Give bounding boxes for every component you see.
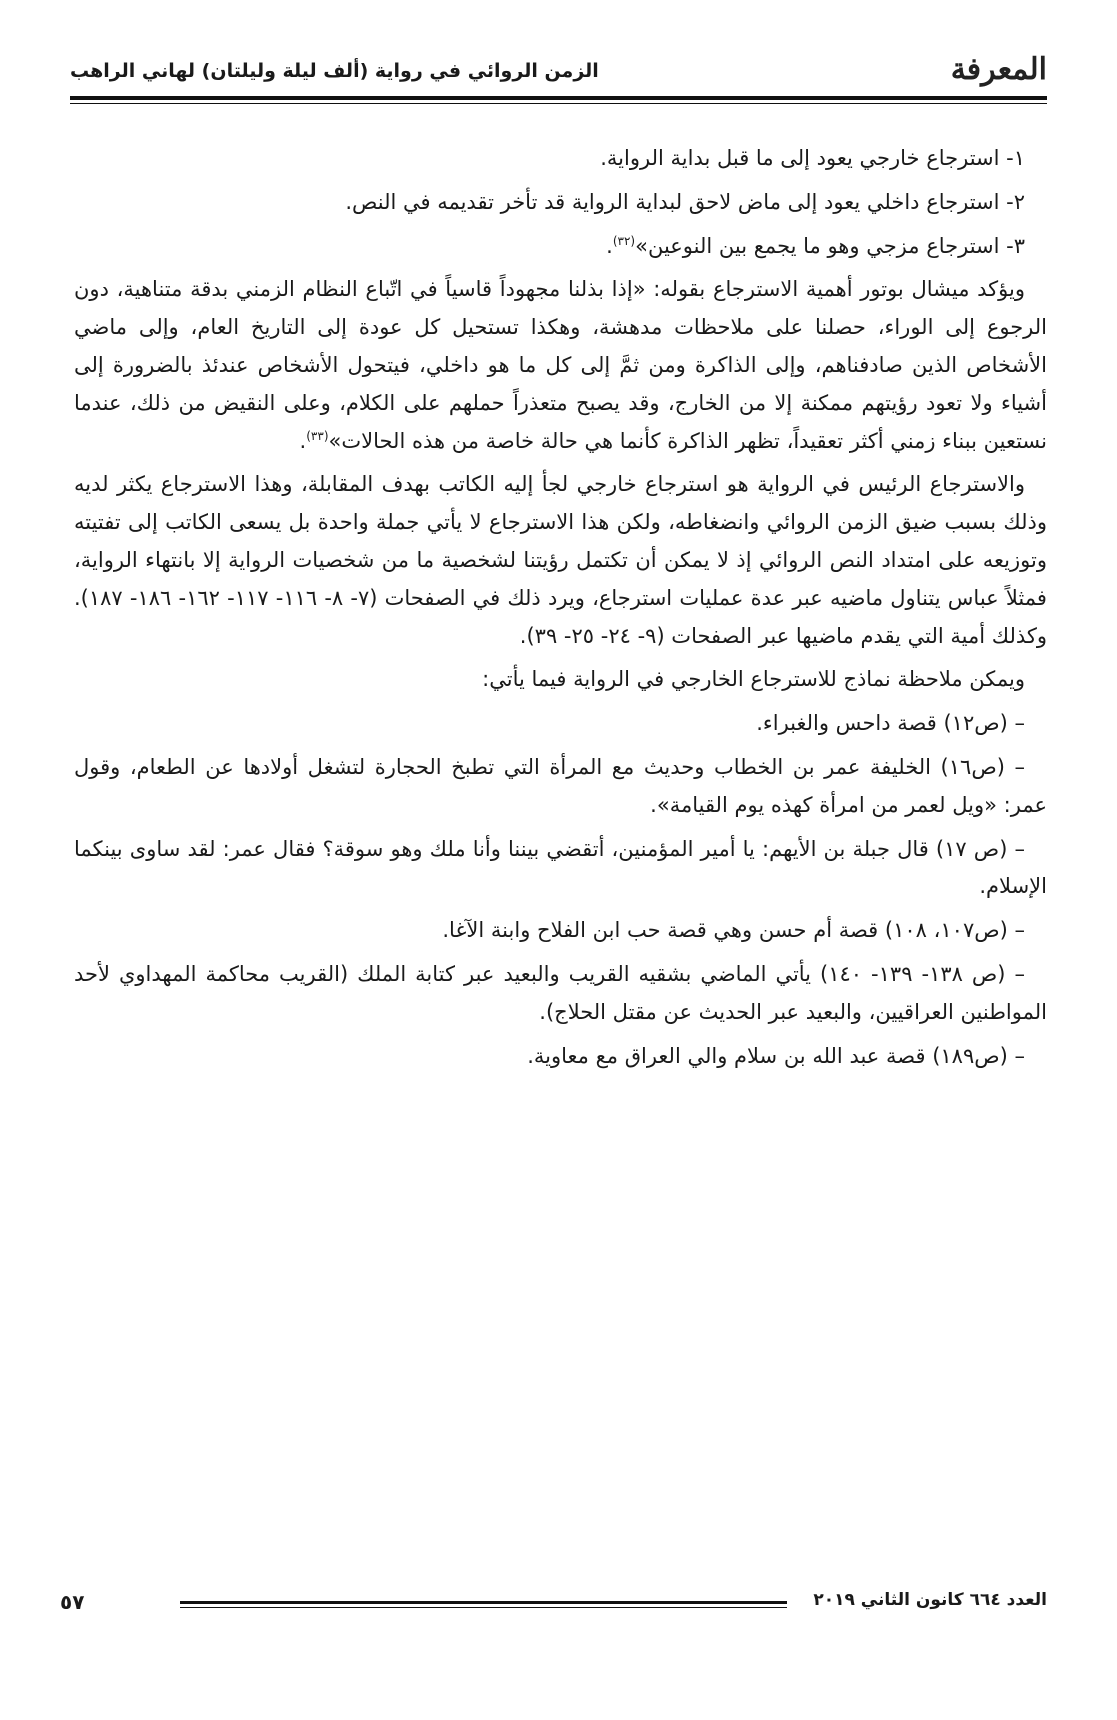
- footnote-ref-32: (٣٢): [612, 233, 636, 248]
- list-item-1: ١- استرجاع خارجي يعود إلى ما قبل بداية الرواية.: [600, 146, 1025, 170]
- header-rule: [70, 96, 1047, 100]
- magazine-logo: المعرفة: [950, 52, 1047, 87]
- example-item: – (ص١٢) قصة داحس والغبراء.: [756, 711, 1025, 736]
- example-item: – (ص ١٧) قال جبلة بن الأيهم: يا أمير المؤمنين، أتقضي بيننا وأنا ملك وهو سوقة؟ فقال عمر: لقد ساوى بينكما الإسلام.: [74, 836, 1047, 899]
- paragraph-main-retrospection: والاسترجاع الرئيس في الرواية هو استرجاع خارجي لجأ إليه الكاتب بهدف المقابلة، وهذا الاسترجاع يكثر لديه وذلك بسبب ضيق الزمن الروائي وانضغاطه، ولكن هذا الاسترجاع لا يأتي جملة واحدة بل يسعى الكاتب إلى تفتيته وتوزيعه على امتداد النص الروائي إذ لا يمكن أن تكتمل رؤيتنا لشخصية ما من شخصيات الرواية إلا بانتهاء الرواية، فمثلاً عباس يتناول ماضيه عبر عدة عمليات استرجاع، ويرد ذلك في الصفحات (٧- ٨- ١١٦- ١١٧- ١٦٢- ١٨٦- ١٨٧). وكذلك أمية التي يقدم ماضيها عبر الصفحات (٩- ٢٤- ٢٥- ٣٩).: [74, 472, 1047, 648]
- list-item-3: ٣- استرجاع مزجي وهو ما يجمع بين النوعين»$^{(٣٢)}$.: [606, 233, 1025, 258]
- running-title: الزمن الروائي في رواية (ألف ليلة وليلتان) لهاني الراهب: [70, 60, 599, 82]
- page-footer: [60, 1590, 1047, 1626]
- list-item-2: ٢- استرجاع داخلي يعود إلى ماض لاحق لبداية الرواية قد تأخر تقديمه في النص.: [345, 189, 1025, 214]
- page-header: [70, 40, 1047, 100]
- article-body: [74, 140, 1047, 1081]
- paragraph-butor-quote: ويؤكد ميشال بوتور أهمية الاسترجاع بقوله: «إذا بذلنا مجهوداً قاسياً في اتّباع النظام الزمني بدقة متناهية، دون الرجوع إلى الوراء، حصلنا على ملاحظات مدهشة، وهكذا تستحيل كل عودة إلى التاريخ العام، وإلى ماضي الأشخاص الذين صادفناهم، وإلى الذاكرة ومن ثمَّ إلى كل ما هو داخلي، فيتحول الأشخاص عندئذ بالضرورة إلى أشياء ولا تعود رؤيتهم ممكنة إلا من الخارج، وقد يصبح متعذراً حملهم على الكلام، وعلى النقيض من ذلك، عندما نستعين ببناء زمني أكثر تعقيداً، تظهر الذاكرة كأنما هي حالة خاصة من هذه الحالات»$^{(٣٣)}$.: [74, 277, 1047, 453]
- issue-info: العدد ٦٦٤ كانون الثاني ٢٠١٩: [813, 1590, 1047, 1610]
- footnote-ref-33: (٣٣): [306, 428, 329, 443]
- footer-rule-thin: [180, 1607, 787, 1608]
- list-item-3-text: ٣- استرجاع مزجي وهو ما يجمع بين النوعين»: [635, 233, 1025, 258]
- example-item: – (ص١٨٩) قصة عبد الله بن سلام والي العراق مع معاوية.: [527, 1043, 1025, 1068]
- footer-rule: [180, 1601, 787, 1604]
- example-item: – (ص ١٣٨- ١٣٩- ١٤٠) يأتي الماضي بشقيه القريب والبعيد عبر كتابة الملك (القريب محاكمة المهداوي لأحد المواطنين العراقيين، والبعيد عبر الحديث عن مقتل الحلاج).: [74, 961, 1047, 1024]
- example-item: – (ص١٠٧، ١٠٨) قصة أم حسن وهي قصة حب ابن الفلاح وابنة الآغا.: [442, 918, 1025, 943]
- paragraph-butor-text: ويؤكد ميشال بوتور أهمية الاسترجاع بقوله: «إذا بذلنا مجهوداً قاسياً في اتّباع النظام الزمني بدقة متناهية، دون الرجوع إلى الوراء، حصلنا على ملاحظات مدهشة، وهكذا تستحيل كل عودة إلى التاريخ العام، وإلى ماضي الأشخاص الذين صادفناهم، وإلى الذاكرة ومن ثمَّ إلى كل ما هو داخلي، فيتحول الأشخاص عندئذ بالضرورة إلى أشياء ولا تعود رؤيتهم ممكنة إلا من الخارج، وقد يصبح متعذراً حملهم على الكلام، وعلى النقيض من ذلك، عندما نستعين ببناء زمني أكثر تعقيداً، تظهر الذاكرة كأنما هي حالة خاصة من هذه الحالات»: [74, 277, 1047, 453]
- example-item: – (ص١٦) الخليفة عمر بن الخطاب وحديث مع المرأة التي تطبخ الحجارة لتشغل أولادها عن الطعام، وقول عمر: «ويل لعمر من امرأة كهذه يوم القيامة».: [74, 754, 1047, 817]
- page-number: ٥٧: [60, 1590, 85, 1614]
- paragraph-examples-intro: ويمكن ملاحظة نماذج للاسترجاع الخارجي في الرواية فيما يأتي:: [482, 667, 1025, 692]
- header-rule-thin: [70, 103, 1047, 104]
